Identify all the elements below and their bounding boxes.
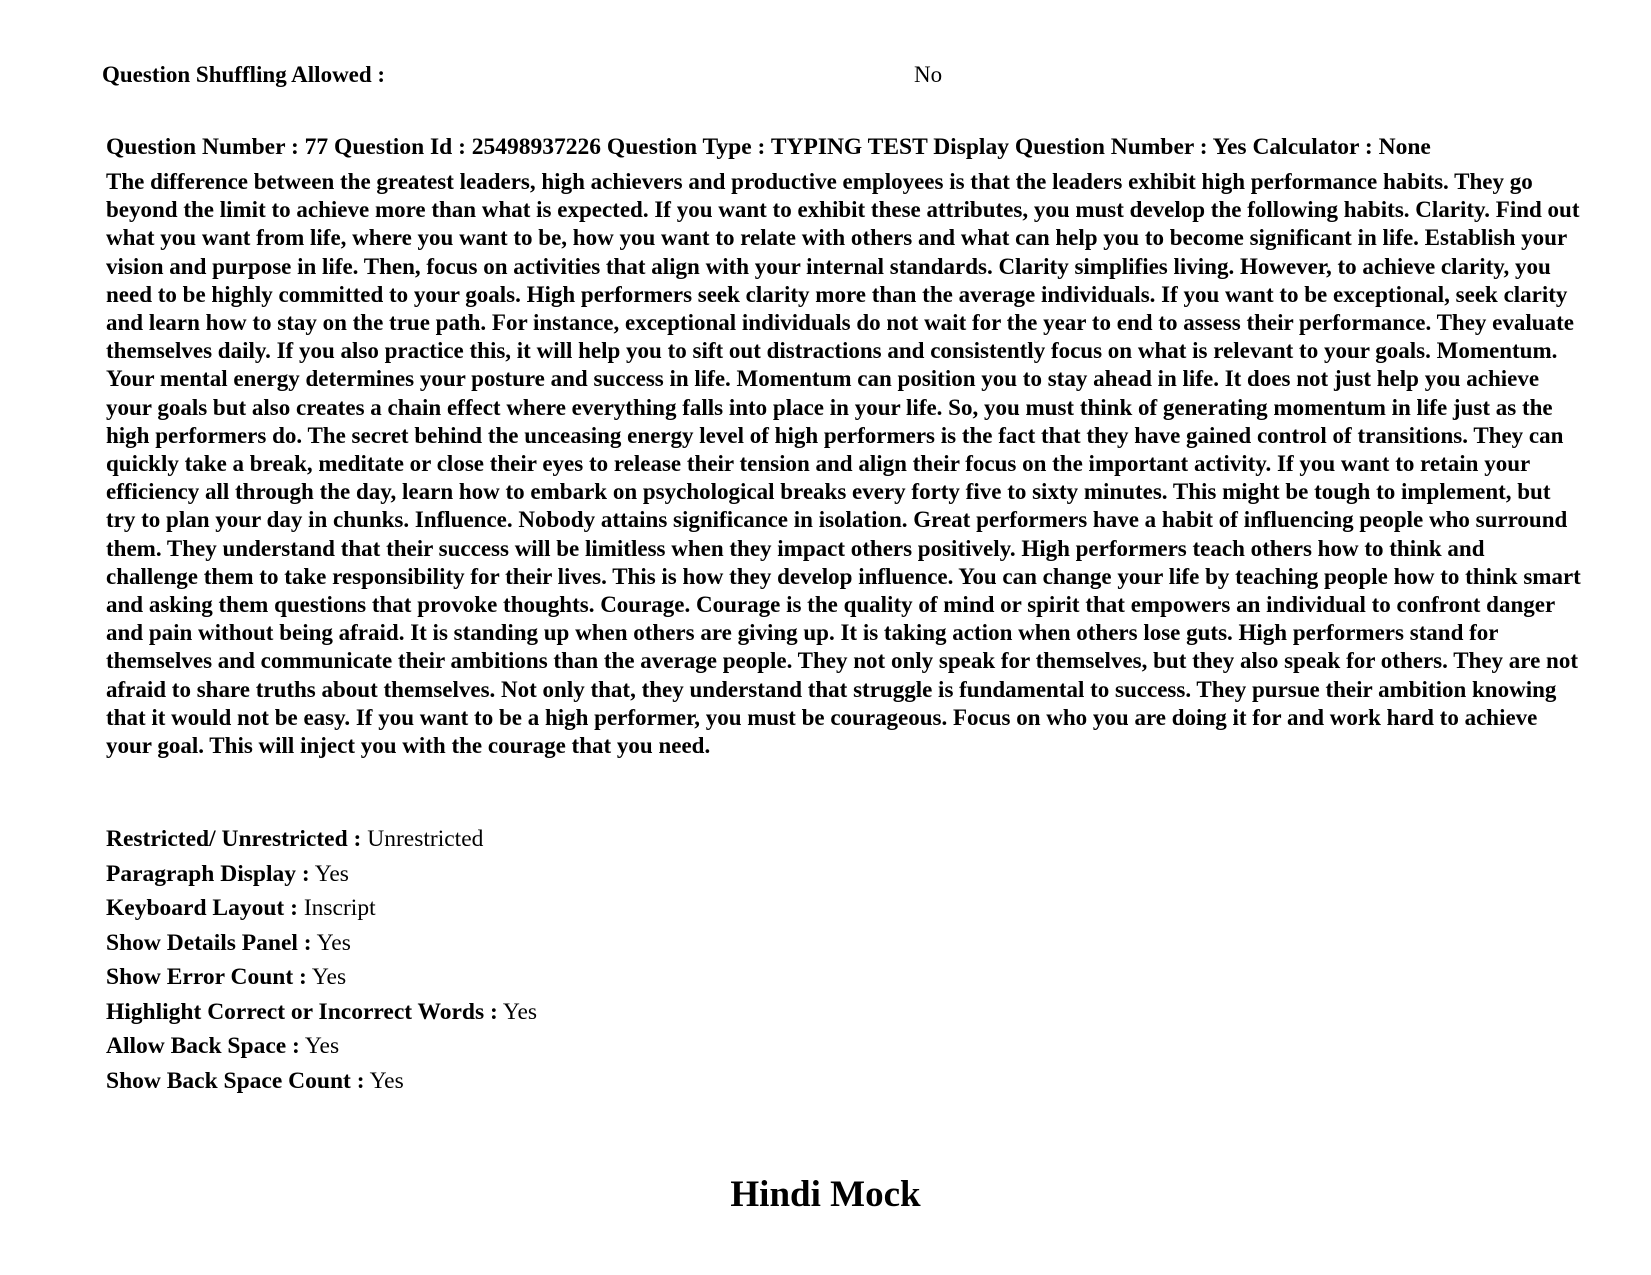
question-shuffling-label: Question Shuffling Allowed : <box>102 62 386 87</box>
setting-value: Yes <box>369 1067 404 1094</box>
setting-label: Show Details Panel : <box>106 929 312 956</box>
question-shuffling-row <box>102 58 1502 92</box>
setting-show-back-space-count <box>106 1064 1006 1099</box>
setting-value: Yes <box>502 998 538 1025</box>
setting-value: Yes <box>316 929 351 956</box>
setting-value: Yes <box>314 860 349 887</box>
setting-show-error-count <box>106 960 1006 995</box>
setting-paragraph-display <box>106 857 1006 892</box>
setting-value: Yes <box>304 1033 340 1059</box>
setting-value: Yes <box>311 964 347 990</box>
setting-restricted <box>106 822 1006 857</box>
setting-label: Show Back Space Count : <box>106 1067 365 1094</box>
typing-settings-list <box>106 822 1006 1098</box>
setting-label: Keyboard Layout : <box>106 895 298 921</box>
setting-value: Inscript <box>303 895 376 921</box>
setting-value: Unrestricted <box>367 826 484 852</box>
setting-show-details-panel <box>106 926 1006 961</box>
setting-highlight-words <box>106 995 1006 1030</box>
setting-label: Restricted/ Unrestricted : <box>106 826 362 852</box>
question-header: Question Number : 77 Question Id : 25498937226 Question Type : TYPING TEST Display Question Number : Yes Calculator : None <box>106 134 1431 160</box>
setting-keyboard-layout <box>106 891 1006 926</box>
setting-label: Paragraph Display : <box>106 860 310 887</box>
setting-label: Allow Back Space : <box>106 1033 300 1059</box>
setting-label: Highlight Correct or Incorrect Words : <box>106 998 498 1025</box>
section-title: Hindi Mock <box>730 1174 921 1215</box>
setting-label: Show Error Count : <box>106 964 307 990</box>
typing-passage: The difference between the greatest leaders, high achievers and productive employees is that the leaders exhibit high performance habits. They go beyond the limit to achieve more than what is expected. If you want to exhibit these attributes, you must develop the following habits. Clarity. Find out what you want from life, where you want to be, how you want to relate with others and what can help you to become significant in life. Establish your vision and purpose in life. Then, focus on activities that align with your internal standards. Clarity simplifies living. However, to achieve clarity, you need to be highly committed to your goals. High performers seek clarity more than the average individuals. If you want to be exceptional, seek clarity and learn how to stay on the true path. For instance, exceptional individuals do not wait for the year to end to assess their performance. They evaluate themselves daily. If you also practice this, it will help you to sift out distractions and consistently focus on what is relevant to your goals. Momentum. Your mental energy determines your posture and success in life. Momentum can position you to stay ahead in life. It does not just help you achieve your goals but also creates a chain effect where everything falls into place in your life. So, you must think of generating momentum in life just as the high performers do. The secret behind the unceasing energy level of high performers is the fact that they have gained control of transitions. They can quickly take a break, meditate or close their eyes to release their tension and align their focus on the important activity. If you want to retain your efficiency all through the day, learn how to embark on psychological breaks every forty five to sixty minutes. This might be tough to implement, but try to plan your day in chunks. Influence. Nobody attains significance in isolation. Great performers have a habit of influencing people who surround them. They understand that their success will be limitless when they impact others positively. High performers teach others how to think and challenge them to take responsibility for their lives. This is how they develop influence. You can change your life by teaching people how to think smart and asking them questions that provoke thoughts. Courage. Courage is the quality of mind or spirit that empowers an individual to confront danger and pain without being afraid. It is standing up when others are giving up. It is taking action when others lose guts. High performers stand for themselves and communicate their ambitions than the average people. They not only speak for themselves, but they also speak for others. They are not afraid to share truths about themselves. Not only that, they understand that struggle is fundamental to success. They pursue their ambition knowing that it would not be easy. If you want to be a high performer, you must be courageous. Focus on who you are doing it for and work hard to achieve your goal. This will inject you with the courage that you need. <box>106 169 1581 759</box>
setting-allow-back-space <box>106 1029 1006 1064</box>
question-shuffling-value: No <box>914 62 943 87</box>
